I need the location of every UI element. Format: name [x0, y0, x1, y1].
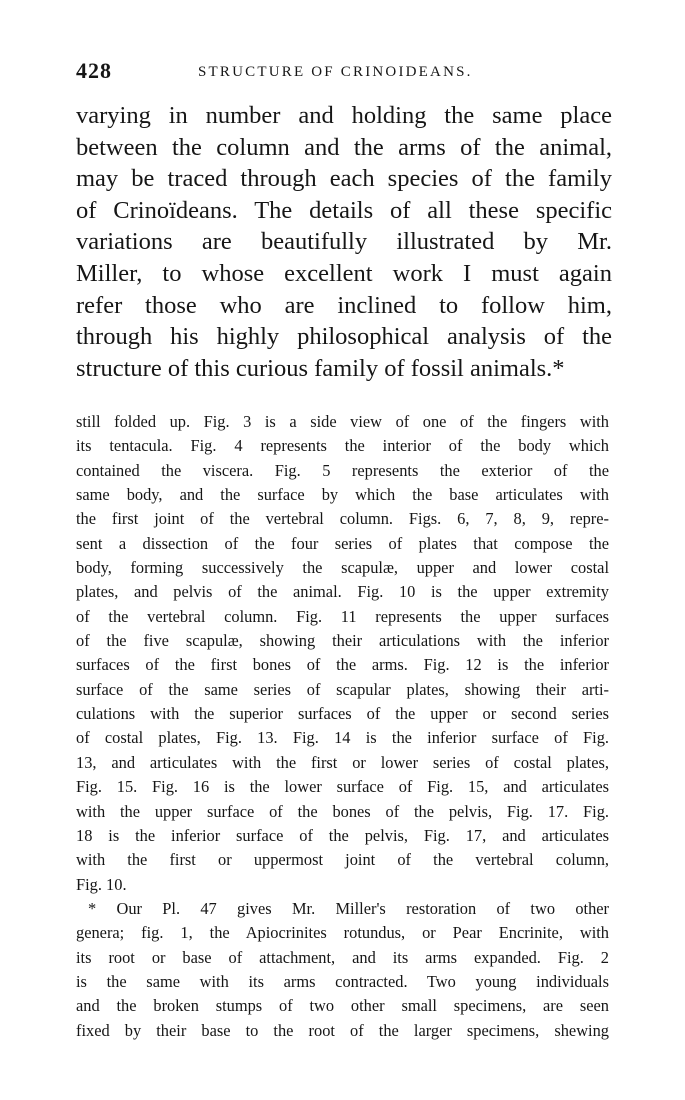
footnote-line: and the broken stumps of two other small specimens, are seen	[76, 996, 609, 1016]
text-line: structure of this curious family of fossil animals.*	[76, 354, 565, 382]
page-number: 428	[76, 58, 112, 83]
footnote-line: 18 is the inferior surface of the pelvis, Fig. 17, and articulates	[76, 825, 609, 845]
footnote-line: culations with the superior surfaces of the upper or second series	[76, 704, 609, 724]
footnote-line: body, forming successively the scapulæ, upper and lower costal	[76, 558, 609, 578]
text-line: varying in number and holding the same place	[76, 102, 612, 129]
footnote-line: sent a dissection of the four series of plates that compose the	[76, 533, 609, 553]
footnote-line: of the vertebral column. Fig. 11 represents the upper surfaces	[76, 606, 609, 626]
text-line: may be traced through each species of the family	[76, 165, 612, 193]
footnote-line: of the five scapulæ, showing their articulations with the inferior	[76, 631, 609, 651]
footnote-line: * Our Pl. 47 gives Mr. Miller's restoration of two other	[88, 898, 609, 918]
footnote-line: genera; fig. 1, the Apiocrinites rotundus, or Pear Encrinite, with	[76, 923, 609, 943]
footnote-line: the first joint of the vertebral column. Figs. 6, 7, 8, 9, repre-	[76, 509, 609, 529]
footnote-line: same body, and the surface by which the base articulates with	[76, 485, 609, 505]
main-text	[76, 100, 612, 384]
text-line: through his highly philosophical analysis of the	[76, 323, 612, 351]
footnote-line: Fig. 10.	[76, 874, 127, 894]
footnote-line: surfaces of the first bones of the arms. Fig. 12 is the inferior	[76, 655, 609, 675]
text-line: between the column and the arms of the animal,	[76, 133, 612, 161]
footnote-line: its tentacula. Fig. 4 represents the interior of the body which	[76, 436, 609, 456]
text-line: variations are beautifully illustrated by Mr.	[76, 228, 612, 256]
footnote-line: fixed by their base to the root of the larger specimens, shewing	[76, 1020, 609, 1040]
text-line: of Crinoïdeans. The details of all these specific	[76, 196, 612, 224]
footnote-line: Fig. 15. Fig. 16 is the lower surface of Fig. 15, and articulates	[76, 777, 609, 797]
text-line: refer those who are inclined to follow him,	[76, 291, 612, 319]
footnote-line: plates, and pelvis of the animal. Fig. 10 is the upper extremity	[76, 582, 609, 602]
footnote-line: contained the viscera. Fig. 5 represents the exterior of the	[76, 460, 609, 480]
footnote-line: still folded up. Fig. 3 is a side view of one of the fingers with	[76, 412, 609, 431]
page-header	[76, 58, 611, 88]
footnote-line: surface of the same series of scapular plates, showing their arti-	[76, 679, 609, 699]
footnote-line: with the first or uppermost joint of the vertebral column,	[76, 850, 609, 870]
text-line: Miller, to whose excellent work I must again	[76, 259, 612, 287]
footnote-line: is the same with its arms contracted. Two young individuals	[76, 971, 609, 991]
footnote-line: with the upper surface of the bones of the pelvis, Fig. 17. Fig.	[76, 801, 609, 821]
footnote-line: of costal plates, Fig. 13. Fig. 14 is the inferior surface of Fig.	[76, 728, 609, 748]
footnote-line: 13, and articulates with the first or lower series of costal plates,	[76, 752, 609, 772]
running-head: STRUCTURE OF CRINOIDEANS.	[198, 64, 473, 80]
footnote-line: its root or base of attachment, and its arms expanded. Fig. 2	[76, 947, 609, 967]
footnotes	[76, 410, 609, 1043]
